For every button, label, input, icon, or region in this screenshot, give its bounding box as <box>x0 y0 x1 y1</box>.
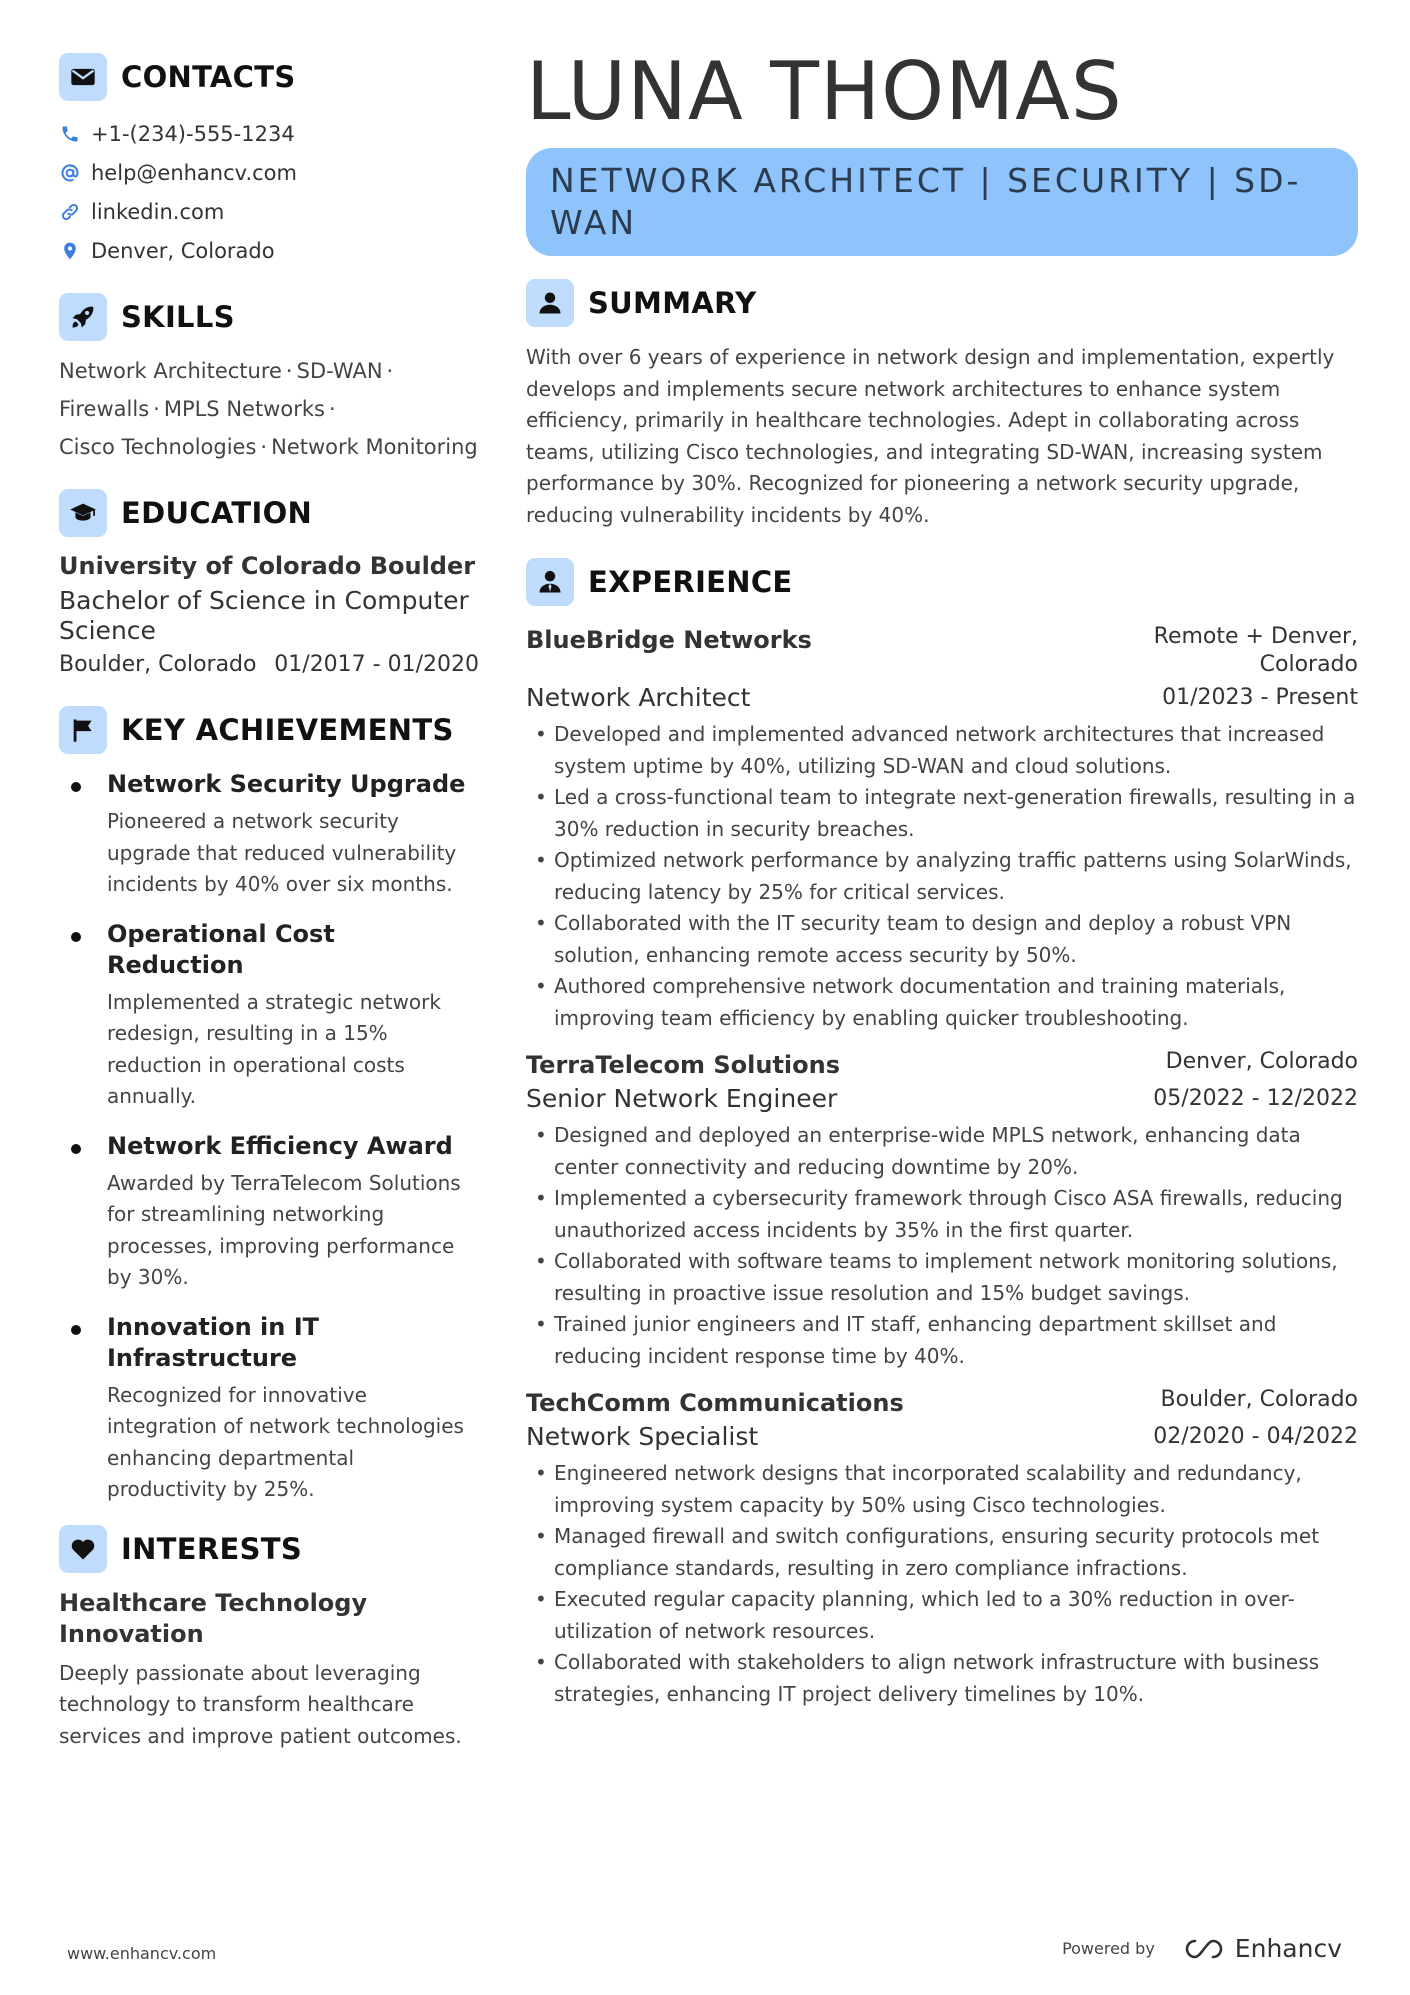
powered-by-text: Powered by <box>1062 1939 1155 1958</box>
experience-header <box>526 557 1358 607</box>
user-tie-icon <box>526 558 574 606</box>
experience-title: EXPERIENCE <box>588 565 793 599</box>
job-bullet: • Collaborated with stakeholders to align network infrastructure with business strategies, enhancing IT project delivery timelines by 10%. <box>526 1647 1358 1710</box>
linkedin-link[interactable]: linkedin.com <box>91 199 225 224</box>
skill-item: Firewalls <box>59 397 150 421</box>
achievement-title: Operational Cost Reduction <box>107 919 335 979</box>
contacts-list <box>59 114 479 270</box>
achievements-title: KEY ACHIEVEMENTS <box>121 713 454 747</box>
skill-separator: · <box>328 397 336 421</box>
skill-item: SD-WAN <box>296 359 383 383</box>
link-icon <box>59 202 81 222</box>
job-role-row <box>526 1082 1358 1116</box>
achievements-header <box>59 705 479 755</box>
skill-separator: · <box>153 397 160 421</box>
job-company: BlueBridge Networks <box>526 626 812 654</box>
interests-header <box>59 1524 479 1574</box>
bullet-dot <box>71 1144 81 1154</box>
location-pin-icon <box>59 241 81 261</box>
skills-header <box>59 292 479 342</box>
job-bullets <box>526 719 1358 1034</box>
contact-phone <box>59 114 479 153</box>
phone-icon <box>59 124 81 144</box>
job-bullet: • Collaborated with the IT security team to design and deploy a robust VPN solution, enhancing remote access security by 50%. <box>526 908 1358 971</box>
job-role-row <box>526 1420 1358 1454</box>
at-icon <box>59 163 81 183</box>
contacts-header <box>59 52 479 102</box>
job-entry <box>526 623 1358 1034</box>
heart-icon <box>59 1525 107 1573</box>
phone-text: +1-(234)-555-1234 <box>91 121 295 146</box>
job-bullet: • Engineered network designs that incorporated scalability and redundancy, improving system capacity by 50% using Cisco technologies. <box>526 1458 1358 1521</box>
education-degree: Bachelor of Science in Computer Science <box>59 586 469 645</box>
achievement-title: Network Efficiency Award <box>107 1131 453 1160</box>
enhancv-logo-icon <box>1181 1937 1227 1961</box>
job-bullet: • Optimized network performance by analyzing traffic patterns using SolarWinds, reducing latency by 25% for critical services. <box>526 845 1358 908</box>
contact-email <box>59 153 479 192</box>
brand-logo[interactable] <box>1181 1934 1342 1963</box>
bullet-dot <box>71 1325 81 1335</box>
skill-item: Network Monitoring <box>271 435 478 459</box>
job-bullet: • Managed firewall and switch configurations, ensuring security protocols met compliance standards, resulting in zero compliance infractions. <box>526 1521 1358 1584</box>
bullet-dot <box>71 932 81 942</box>
job-company: TerraTelecom Solutions <box>526 1051 841 1079</box>
education-header <box>59 488 479 538</box>
interest-title: Healthcare Technology Innovation <box>59 1588 368 1648</box>
achievements-list <box>59 769 479 1506</box>
interest-desc: Deeply passionate about leveraging technology to transform healthcare services and improve patient outcomes. <box>59 1660 462 1748</box>
job-location: Denver, Colorado <box>1165 1049 1358 1074</box>
job-header-row <box>526 1048 1358 1082</box>
summary-title: SUMMARY <box>588 286 757 320</box>
job-header-row <box>526 1386 1358 1420</box>
rocket-icon <box>59 293 107 341</box>
job-bullet: • Implemented a cybersecurity framework through Cisco ASA firewalls, reducing unauthorized access incidents by 35% in the first quarter. <box>526 1183 1358 1246</box>
summary-header <box>526 278 1358 328</box>
job-dates: 01/2023 - Present <box>1162 685 1358 710</box>
location-text: Denver, Colorado <box>91 238 275 263</box>
job-location: Remote + Denver, Colorado <box>1153 624 1358 677</box>
achievement-title: Network Security Upgrade <box>107 770 466 798</box>
education-school: University of Colorado Boulder <box>59 552 476 580</box>
job-dates: 05/2022 - 12/2022 <box>1153 1086 1358 1111</box>
job-location: Boulder, Colorado <box>1160 1387 1358 1412</box>
envelope-icon <box>59 53 107 101</box>
skill-item: Network Architecture <box>59 359 282 383</box>
education-location: Boulder, Colorado <box>59 652 257 677</box>
right-column <box>526 45 1358 1710</box>
contact-linkedin <box>59 192 479 231</box>
job-bullets <box>526 1458 1358 1710</box>
job-bullet: • Led a cross-functional team to integrate next-generation firewalls, resulting in a 30% reduction in security breaches. <box>526 782 1358 845</box>
achievement-item <box>59 769 479 901</box>
job-bullet: • Authored comprehensive network documentation and training materials, improving team efficiency by enabling quicker troubleshooting. <box>526 971 1358 1034</box>
skill-separator: · <box>285 359 293 383</box>
brand-name: Enhancv <box>1234 1934 1342 1963</box>
flag-icon <box>59 706 107 754</box>
job-role-row <box>526 681 1358 715</box>
skills-title: SKILLS <box>121 300 235 334</box>
education-dates: 01/2017 - 01/2020 <box>274 652 479 677</box>
skill-item: MPLS Networks <box>163 397 325 421</box>
achievement-item <box>59 1131 479 1294</box>
job-entry <box>526 1386 1358 1710</box>
skills-list <box>59 352 479 466</box>
job-bullets <box>526 1120 1358 1372</box>
email-link[interactable]: help@enhancv.com <box>91 160 297 185</box>
achievement-desc: Awarded by TerraTelecom Solutions for streamlining networking processes, improving performance by 30%. <box>107 1170 461 1289</box>
skill-item: Cisco Technologies <box>59 435 257 459</box>
job-bullet: • Executed regular capacity planning, which led to a 30% reduction in over-utilization of network resources. <box>526 1584 1358 1647</box>
contacts-title: CONTACTS <box>121 60 296 94</box>
left-column <box>59 52 479 1752</box>
footer-branding <box>1062 1934 1342 1963</box>
achievement-desc: Recognized for innovative integration of network technologies enhancing departmental productivity by 25%. <box>107 1382 464 1501</box>
interests-title: INTERESTS <box>121 1531 303 1566</box>
candidate-name: LUNA THOMAS <box>526 45 1123 138</box>
education-title: EDUCATION <box>121 496 313 530</box>
job-bullet: • Trained junior engineers and IT staff, enhancing department skillset and reducing incident response time by 40%. <box>526 1309 1358 1372</box>
achievement-desc: Pioneered a network security upgrade that reduced vulnerability incidents by 40% over six months. <box>107 809 457 896</box>
job-dates: 02/2020 - 04/2022 <box>1153 1424 1358 1449</box>
job-entry <box>526 1048 1358 1372</box>
job-header-row <box>526 623 1358 679</box>
job-bullet: • Developed and implemented advanced network architectures that increased system uptime by 40%, utilizing SD-WAN and cloud solutions. <box>526 719 1358 782</box>
job-bullet: • Designed and deployed an enterprise-wide MPLS network, enhancing data center connectivity and reducing downtime by 20%. <box>526 1120 1358 1183</box>
education-meta <box>59 652 479 677</box>
achievement-item <box>59 1312 479 1506</box>
achievement-item <box>59 919 479 1113</box>
bullet-dot <box>71 782 81 792</box>
achievement-desc: Implemented a strategic network redesign, resulting in a 15% reduction in operational costs annually. <box>107 989 441 1108</box>
contact-location <box>59 231 479 270</box>
job-role: Network Architect <box>526 683 751 712</box>
job-bullet: • Collaborated with software teams to implement network monitoring solutions, resulting in proactive issue resolution and 15% budget savings. <box>526 1246 1358 1309</box>
user-icon <box>526 279 574 327</box>
graduation-cap-icon <box>59 489 107 537</box>
headline-banner: NETWORK ARCHITECT | SECURITY | SD-WAN <box>526 148 1358 256</box>
summary-text: With over 6 years of experience in network design and implementation, expertly develops and implements secure network architectures to enhance system efficiency, primarily in healthcare technologies. Adept in collaborating across teams, utilizing Cisco technologies, and integrating SD-WAN, increasing system performance by 30%. Recognized for pioneering a network security upgrade, reducing vulnerability incidents by 40%. <box>526 345 1335 527</box>
job-company: TechComm Communications <box>526 1389 904 1417</box>
achievement-title: Innovation in IT Infrastructure <box>107 1312 320 1372</box>
job-role: Senior Network Engineer <box>526 1084 838 1113</box>
skill-separator: · <box>260 435 268 459</box>
skill-separator: · <box>386 359 394 383</box>
job-role: Network Specialist <box>526 1422 759 1451</box>
footer-website[interactable]: www.enhancv.com <box>67 1944 217 1963</box>
